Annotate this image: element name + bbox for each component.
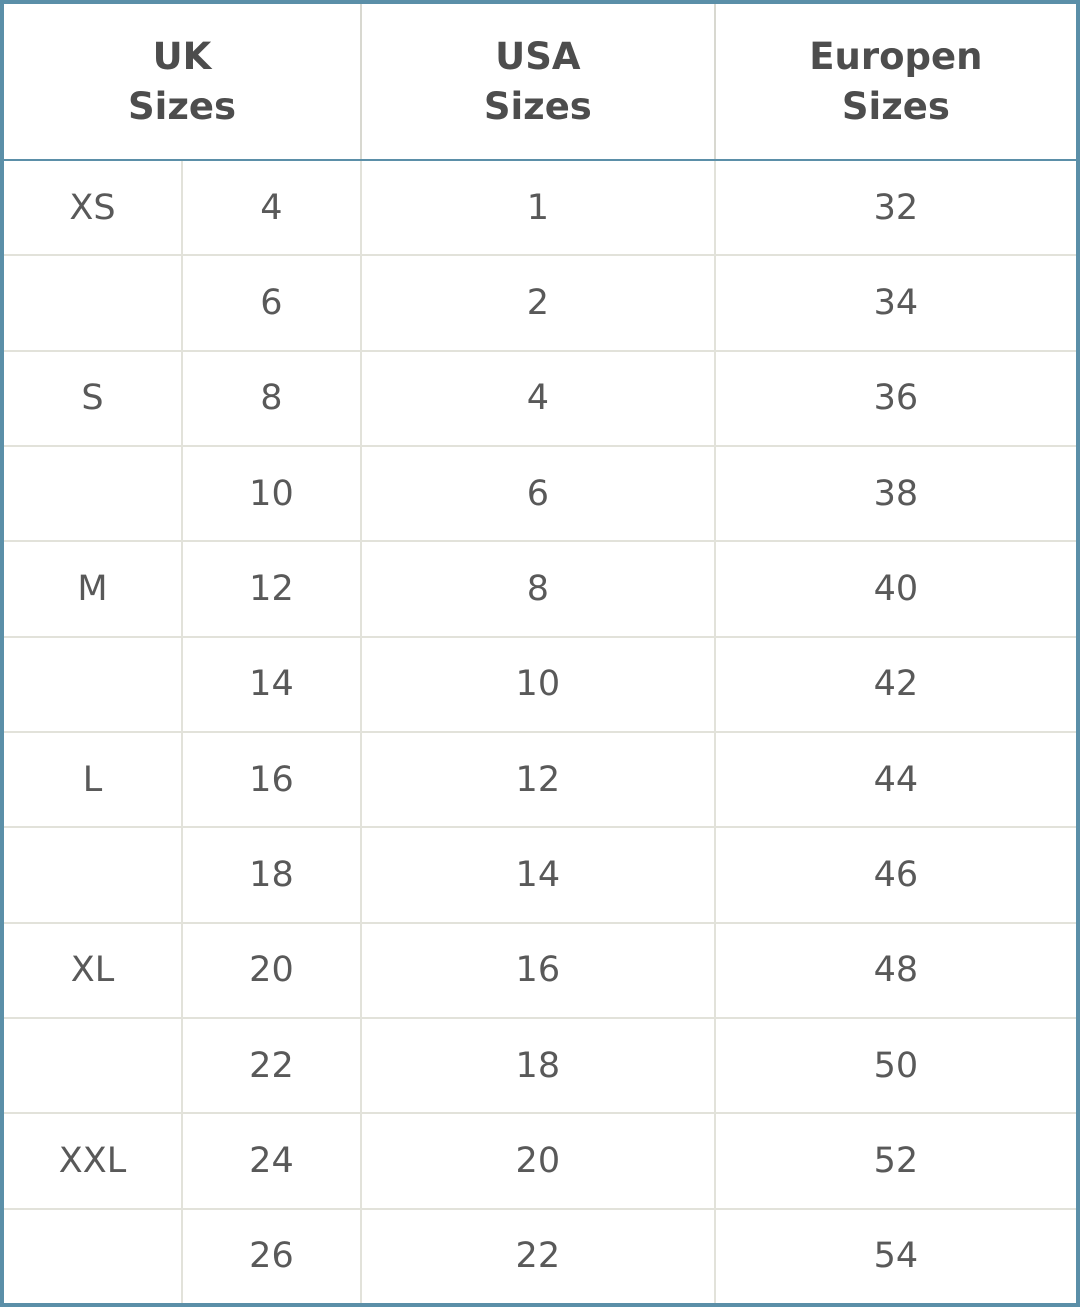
cell-uk-size: 10: [182, 446, 361, 541]
cell-usa-size: 1: [361, 160, 715, 255]
cell-uk-size: 4: [182, 160, 361, 255]
cell-usa-size: 20: [361, 1113, 715, 1208]
cell-size-label: M: [4, 541, 182, 636]
cell-size-label: XS: [4, 160, 182, 255]
table-row: [4, 446, 1076, 541]
cell-european-size: 34: [715, 255, 1076, 350]
cell-uk-size: 20: [182, 923, 361, 1018]
column-header-european-line1: Europen: [809, 34, 983, 78]
column-header-uk-line1: UK: [152, 34, 212, 78]
cell-usa-size: 18: [361, 1018, 715, 1113]
table-row: [4, 160, 1076, 255]
cell-usa-size: 14: [361, 827, 715, 922]
table-row: [4, 255, 1076, 350]
cell-usa-size: 16: [361, 923, 715, 1018]
size-conversion-table: [4, 4, 1076, 1303]
table-row: [4, 541, 1076, 636]
column-header-usa: [361, 4, 715, 160]
table-row: [4, 1018, 1076, 1113]
cell-european-size: 54: [873, 1236, 919, 1277]
table-row: [4, 351, 1076, 446]
header-row: [4, 4, 1076, 160]
cell-size-label: S: [4, 351, 182, 446]
cell-usa-size: 12: [361, 732, 715, 827]
cell-usa-size: 22: [361, 1209, 715, 1303]
cell-european-size: 44: [715, 732, 1076, 827]
cell-european-size: 36: [715, 351, 1076, 446]
cell-usa-size: 2: [361, 255, 715, 350]
cell-european-size: 40: [715, 541, 1076, 636]
table-row: [4, 1113, 1076, 1208]
cell-size-label: [4, 827, 182, 922]
cell-usa-size: 4: [361, 351, 715, 446]
table-body: [4, 160, 1076, 1303]
table-row: [4, 1209, 1076, 1303]
cell-uk-size: 18: [182, 827, 361, 922]
column-header-european: [715, 4, 1076, 160]
table-row: [4, 732, 1076, 827]
column-header-usa-line2: Sizes: [483, 84, 592, 128]
table-row: [4, 923, 1076, 1018]
cell-uk-size: 16: [182, 732, 361, 827]
cell-size-label: XL: [4, 923, 182, 1018]
cell-size-label: [4, 255, 182, 350]
cell-european-size: 46: [715, 827, 1076, 922]
cell-size-label: L: [4, 732, 182, 827]
column-header-european-line2: Sizes: [841, 84, 950, 128]
cell-european-size: 32: [715, 160, 1076, 255]
cell-usa-size: 8: [361, 541, 715, 636]
cell-uk-size: 8: [182, 351, 361, 446]
cell-uk-size: 6: [182, 255, 361, 350]
cell-size-label: [4, 1018, 182, 1113]
cell-usa-size: 6: [361, 446, 715, 541]
cell-uk-size: 22: [182, 1018, 361, 1113]
cell-uk-size: 24: [182, 1113, 361, 1208]
table-header: [4, 4, 1076, 160]
cell-european-size: 38: [715, 446, 1076, 541]
column-header-uk: [4, 4, 361, 160]
cell-uk-size: 26: [182, 1209, 361, 1303]
column-header-uk-line2: Sizes: [127, 84, 236, 128]
cell-uk-size: 14: [182, 637, 361, 732]
cell-european-size: 52: [715, 1113, 1076, 1208]
cell-size-label: [4, 1209, 182, 1303]
cell-size-label: [4, 446, 182, 541]
cell-european-size: 48: [715, 923, 1076, 1018]
cell-size-label: [4, 637, 182, 732]
column-header-usa-line1: USA: [495, 34, 581, 78]
cell-size-label: XXL: [4, 1113, 182, 1208]
table-row: [4, 827, 1076, 922]
cell-usa-size: 10: [361, 637, 715, 732]
table-row: [4, 637, 1076, 732]
cell-european-size: 42: [715, 637, 1076, 732]
cell-european-size: 50: [715, 1018, 1076, 1113]
cell-uk-size: 12: [182, 541, 361, 636]
